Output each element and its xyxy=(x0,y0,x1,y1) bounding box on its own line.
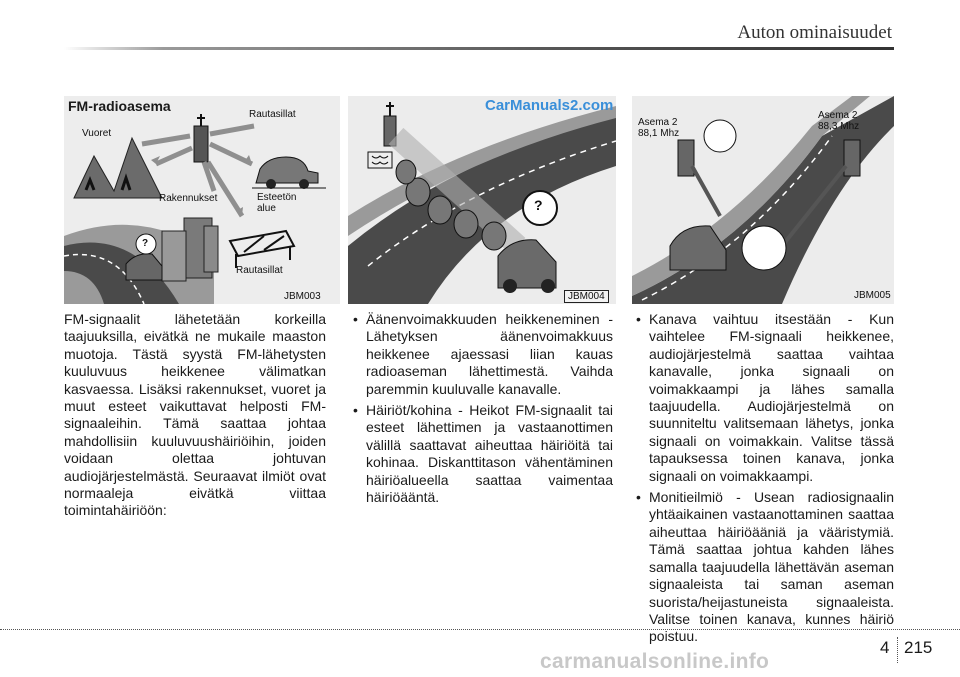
bullet-interference: • Häiriöt/kohina - Heikot FM-signaalit tai esteet lähettimen ja vastaanottimen välillä saattavat aiheuttaa häiriöitä tai kohinaa. Diskanttitason vähentäminen häiriöalueella saattaa vaimentaa häiriöääntä. xyxy=(353,402,613,506)
top-watermark: CarManuals2.com xyxy=(485,97,614,114)
label-overpass-top: Rautasillat xyxy=(249,109,296,120)
label-station-left-2: 88,1 Mhz xyxy=(638,128,680,139)
section-title: Auton ominaisuudet xyxy=(737,22,892,43)
question-mark: ? xyxy=(534,197,543,213)
label-station-right-2: 88,3 Mhz xyxy=(818,121,860,132)
body-column-2 xyxy=(353,311,613,510)
body-column-1 xyxy=(64,311,326,520)
figure-code: JBM003 xyxy=(284,291,321,302)
page-number: 215 xyxy=(904,638,933,657)
figure-code: JBM005 xyxy=(854,290,891,301)
intro-paragraph: FM-signaalit lähetetään korkeilla taajuuksilla, eivätkä ne mukaile maaston muotoja. Tästä syystä FM-lähetysten kuuluvuus heikkenee välimatkan kasvaessa. Lisäksi rakennukset, vuoret ja muut esteet vaikuttavat helposti FM-signaaleihin. Tämä saattaa johtaa mahdollisiin kuuluvuushäiriöihin, joiden voidaan olettaa johtuvan audiojärjestelmästä. Seuraavat ilmiöt ovat normaaleja eivätkä viittaa toimintahäiriöön: xyxy=(64,311,326,519)
bullet-volume-weakening: • Äänenvoimakkuuden heikkeneminen - Lähetyksen äänenvoimakkuus heikkenee ajaessasi liian kauas radioaseman lähettimestä. Vaihda paremmin kuuluvalle kanavalle. xyxy=(353,311,613,398)
label-buildings: Rakennukset xyxy=(159,193,218,204)
footer-watermark: carmanualsonline.info xyxy=(540,650,770,673)
bullet-channel-change: • Kanava vaihtuu itsestään - Kun vaihtelee FM-signaali heikkenee, audiojärjestelmä saattaa vaihtaa kanavalle, jonka signaali on voimakkaampi ja lähes samalla taajuudella. Audiojärjestelmä on suunniteltu valitsemaan lähetys, jonka signaali on voimakkain. Valitse tässä tapauksessa toinen kanava, jonka signaali on voimakkaampi. xyxy=(636,311,894,485)
figure-fm-station xyxy=(64,96,340,304)
label-overpass-bottom: Rautasillat xyxy=(236,265,283,276)
label-station-right-1: Asema 2 xyxy=(818,110,858,121)
label-mountains: Vuoret xyxy=(82,128,112,139)
figure-weakening xyxy=(348,96,616,304)
page-separator xyxy=(897,637,898,663)
label-open-area-2: alue xyxy=(257,203,276,214)
label-open-area-1: Esteetön xyxy=(257,192,297,203)
figure-code: JBM004 xyxy=(564,290,609,303)
weakening-illustration xyxy=(348,96,616,304)
bullet-multipath: • Monitieilmiö - Usean radiosignaalin yhtäaikainen vastaanottaminen saattaa aiheuttaa häiriöääniä ja vääristymiä. Tämä saattaa johtua kahden lähes samalla taajuudella lähettävän aseman signaaleista tai saman aseman suorista/heijastuneista signaaleista. Valitse toinen kanava, kunnes häiriö poistuu. xyxy=(636,489,894,646)
figure-channel-change xyxy=(632,96,894,304)
figure-title: FM-radioasema xyxy=(68,98,171,114)
question-mark: ? xyxy=(142,238,149,249)
label-station-left-1: Asema 2 xyxy=(638,117,678,128)
body-column-3 xyxy=(636,311,894,650)
chapter-number: 4 xyxy=(880,638,890,657)
header-rule xyxy=(64,47,894,50)
footer-rule xyxy=(0,629,960,630)
